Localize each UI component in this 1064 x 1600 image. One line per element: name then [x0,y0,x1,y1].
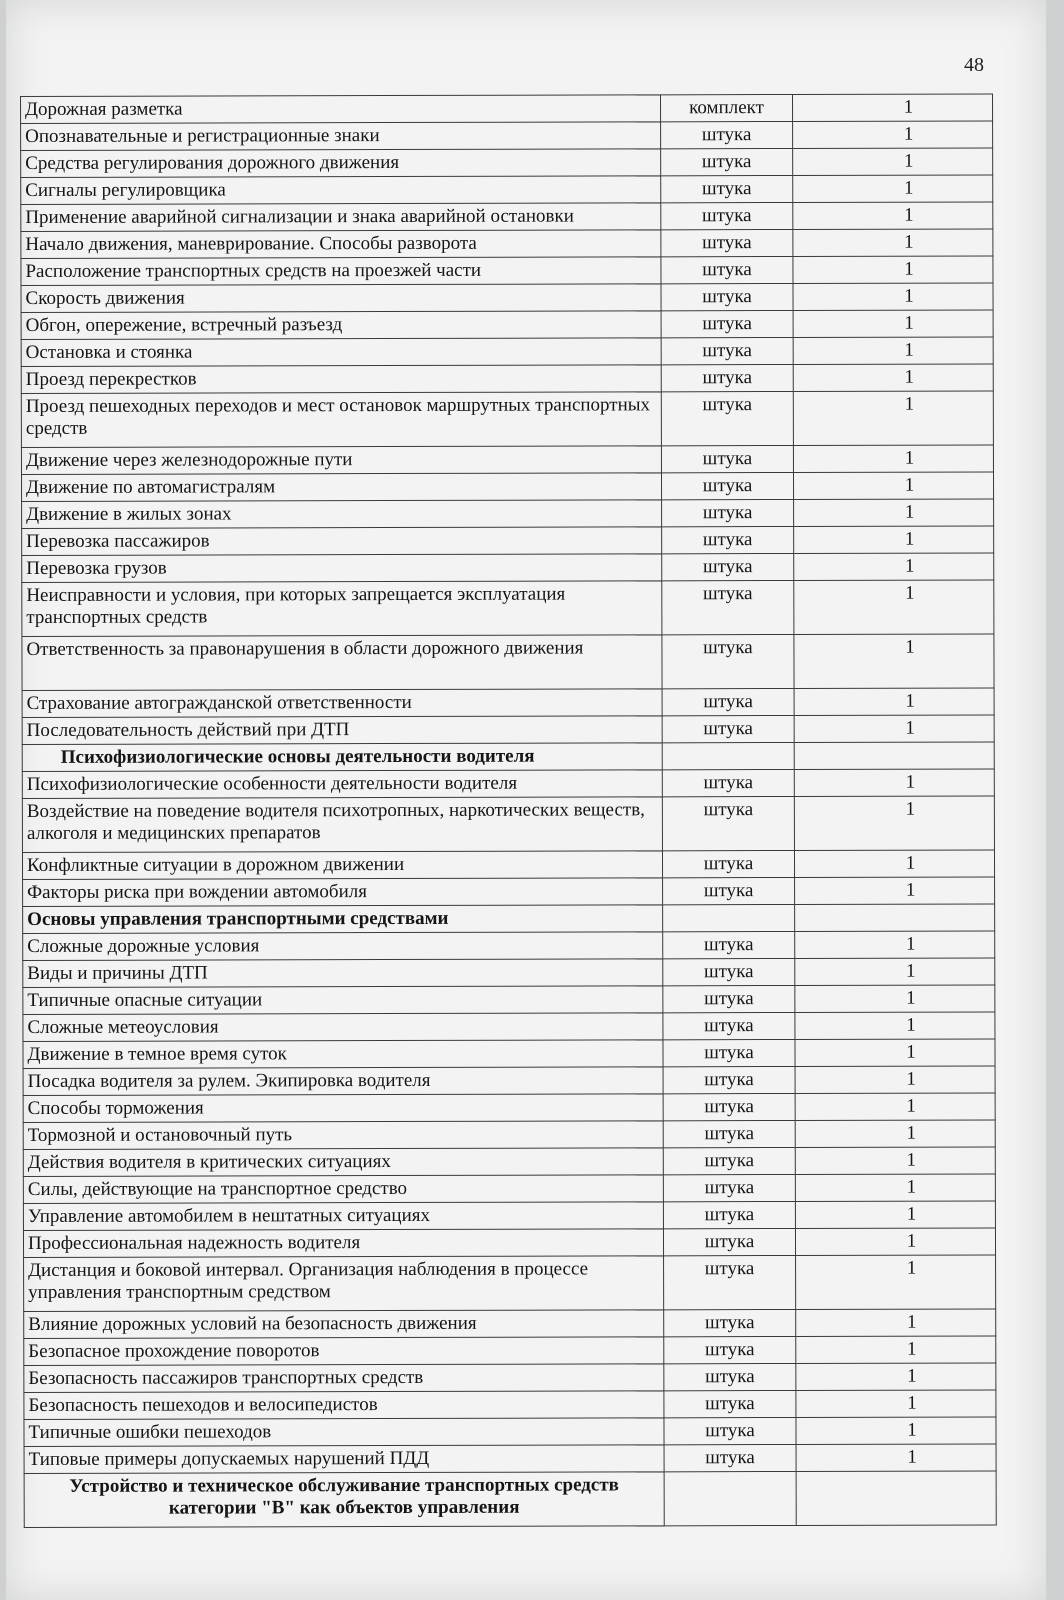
quantity-cell: 1 [796,1336,996,1364]
unit-cell: штука [662,499,794,526]
quantity-cell: 1 [793,121,993,149]
quantity-cell: 1 [793,364,993,392]
quantity-cell: 1 [794,769,994,797]
quantity-cell: 1 [795,1120,995,1148]
item-name-cell: Действия водителя в критических ситуациях [23,1148,663,1177]
table-row [23,1201,995,1231]
quantity-cell: 1 [796,1363,996,1391]
table-row [21,256,993,286]
unit-cell: штука [661,148,793,175]
item-name-cell: Дистанция и боковой интервал. Организация наблюдения в процессе управления транспортным средством [24,1256,664,1312]
table-row [23,1120,995,1150]
item-name-cell: Скорость движения [21,284,661,313]
table-row [24,1417,996,1447]
unit-cell: штука [661,175,793,202]
table-row [22,580,994,637]
quantity-cell: 1 [795,958,995,986]
unit-cell: штука [661,445,793,472]
table-row [22,850,994,880]
item-name-cell: Движение через железнодорожные пути [21,446,661,475]
item-name-cell: Типовые примеры допускаемых нарушений ПДД [24,1445,664,1474]
quantity-cell: 1 [794,580,994,635]
item-name-cell: Движение в темное время суток [23,1040,663,1069]
item-name-cell: Сложные дорожные условия [23,932,663,961]
item-name-cell: Средства регулирования дорожного движения [21,149,661,178]
section-title: Устройство и техническое обслуживание транспортных средств категории "В" как объектов управления [24,1472,664,1528]
quantity-cell: 1 [794,526,994,554]
item-name-cell: Конфликтные ситуации в дорожном движении [22,851,662,880]
empty-cell [663,904,795,931]
item-name-cell: Опознавательные и регистрационные знаки [21,122,661,151]
table-row [21,364,993,394]
item-name-cell: Профессиональная надежность водителя [23,1229,663,1258]
quantity-cell: 1 [793,283,993,311]
item-name-cell: Силы, действующие на транспортное средство [23,1175,663,1204]
unit-cell: штука [664,1309,796,1336]
table-row [21,148,993,178]
quantity-cell: 1 [793,310,993,338]
section-row [22,742,994,772]
unit-cell: штука [661,256,793,283]
item-name-cell: Перевозка пассажиров [22,527,662,556]
quantity-cell: 1 [794,796,994,851]
unit-cell: штука [663,1093,795,1120]
quantity-cell: 1 [793,148,993,176]
item-name-cell: Факторы риска при вождении автомобиля [23,878,663,907]
unit-cell: штука [661,121,793,148]
table-row [21,202,993,232]
table-row [21,121,993,151]
unit-cell: штука [664,1363,796,1390]
quantity-cell: 1 [793,256,993,284]
item-name-cell: Сложные метеоусловия [23,1013,663,1042]
item-name-cell: Ответственность за правонарушения в области дорожного движения [22,635,662,691]
section-row [23,904,995,934]
table-row [23,1147,995,1177]
unit-cell: штука [663,1120,795,1147]
item-name-cell: Применение аварийной сигнализации и знака аварийной остановки [21,203,661,232]
item-name-cell: Посадка водителя за рулем. Экипировка водителя [23,1067,663,1096]
table-row [23,958,995,988]
unit-cell: штука [662,769,794,796]
item-name-cell: Тормозной и остановочный путь [23,1121,663,1150]
unit-cell: штука [664,1255,796,1309]
quantity-cell: 1 [795,1012,995,1040]
equipment-table [20,93,997,1528]
table-row [23,985,995,1015]
item-name-cell: Влияние дорожных условий на безопасность движения [24,1310,664,1339]
table-row [22,526,994,556]
unit-cell: штука [662,796,794,850]
quantity-cell: 1 [795,877,995,905]
table-row [23,1228,995,1258]
table-row [21,94,993,124]
unit-cell: комплект [660,94,792,121]
quantity-cell: 1 [793,175,993,203]
table-row [22,553,994,583]
quantity-cell: 1 [794,688,994,716]
quantity-cell: 1 [795,1228,995,1256]
unit-cell: штука [661,283,793,310]
unit-cell: штука [663,877,795,904]
quantity-cell: 1 [793,337,993,365]
unit-cell: штука [662,526,794,553]
table-row [21,391,993,448]
unit-cell: штука [661,364,793,391]
table-row [21,229,993,259]
unit-cell: штука [664,1444,796,1471]
table-row [23,1039,995,1069]
quantity-cell: 1 [795,931,995,959]
table-row [21,445,993,475]
quantity-cell: 1 [795,1066,995,1094]
table-row [23,1174,995,1204]
table-row [21,472,993,502]
section-title: Основы управления транспортными средствами [23,905,663,934]
table-row [21,175,993,205]
item-name-cell: Типичные опасные ситуации [23,986,663,1015]
item-name-cell: Движение в жилых зонах [22,500,662,529]
section-row [24,1471,996,1528]
quantity-cell: 1 [795,1147,995,1175]
table-row [21,310,993,340]
item-name-cell: Виды и причины ДТП [23,959,663,988]
table-row [23,931,995,961]
table-row [22,688,994,718]
item-name-cell: Типичные ошибки пешеходов [24,1418,664,1447]
empty-cell [664,1471,796,1525]
unit-cell: штука [663,1174,795,1201]
table-row [24,1309,996,1339]
unit-cell: штука [661,229,793,256]
item-name-cell: Остановка и стоянка [21,338,661,367]
unit-cell: штука [664,1390,796,1417]
item-name-cell: Последовательность действий при ДТП [22,716,662,745]
quantity-cell: 1 [793,391,993,446]
table-row [23,1066,995,1096]
equipment-table-body [21,94,997,1528]
table-row [23,877,995,907]
table-row [22,634,994,691]
quantity-cell: 1 [794,634,994,689]
unit-cell: штука [664,1336,796,1363]
item-name-cell: Безопасное прохождение поворотов [24,1337,664,1366]
item-name-cell: Управление автомобилем в нештатных ситуациях [23,1202,663,1231]
item-name-cell: Начало движения, маневрирование. Способы разворота [21,230,661,259]
quantity-cell: 1 [792,94,992,122]
item-name-cell: Страхование автогражданской ответственности [22,689,662,718]
table-row [21,283,993,313]
empty-cell [794,742,994,770]
item-name-cell: Неисправности и условия, при которых запрещается эксплуатация транспортных средств [22,581,662,637]
unit-cell: штука [663,1012,795,1039]
quantity-cell: 1 [795,1039,995,1067]
unit-cell: штука [662,634,794,688]
table-row [22,769,994,799]
unit-cell: штука [663,1039,795,1066]
unit-cell: штука [662,553,794,580]
item-name-cell: Перевозка грузов [22,554,662,583]
table-row [23,1012,995,1042]
quantity-cell: 1 [795,985,995,1013]
item-name-cell: Безопасность пассажиров транспортных средств [24,1364,664,1393]
page-number: 48 [964,54,984,76]
table-row [24,1444,996,1474]
unit-cell: штука [661,472,793,499]
unit-cell: штука [663,985,795,1012]
quantity-cell: 1 [794,715,994,743]
unit-cell: штука [662,580,794,634]
item-name-cell: Безопасность пешеходов и велосипедистов [24,1391,664,1420]
item-name-cell: Психофизиологические особенности деятельности водителя [22,770,662,799]
unit-cell: штука [663,1147,795,1174]
section-title: Психофизиологические основы деятельности водителя [22,743,662,772]
table-row [22,499,994,529]
unit-cell: штука [661,310,793,337]
item-name-cell: Сигналы регулировщика [21,176,661,205]
unit-cell: штука [663,1228,795,1255]
quantity-cell: 1 [793,445,993,473]
item-name-cell: Движение по автомагистралям [21,473,661,502]
unit-cell: штука [664,1417,796,1444]
table-row [23,1093,995,1123]
item-name-cell: Расположение транспортных средств на проезжей части [21,257,661,286]
unit-cell: штука [661,391,793,445]
unit-cell: штука [663,931,795,958]
quantity-cell: 1 [796,1417,996,1445]
empty-cell [795,904,995,932]
quantity-cell: 1 [793,472,993,500]
unit-cell: штука [661,202,793,229]
quantity-cell: 1 [794,499,994,527]
item-name-cell: Воздействие на поведение водителя психотропных, наркотических веществ, алкоголя и медицинских препаратов [22,797,662,853]
quantity-cell: 1 [793,229,993,257]
unit-cell: штука [662,850,794,877]
quantity-cell: 1 [794,553,994,581]
quantity-cell: 1 [796,1309,996,1337]
empty-cell [796,1471,996,1526]
quantity-cell: 1 [795,1201,995,1229]
table-row [24,1363,996,1393]
table-row [24,1255,996,1312]
unit-cell: штука [662,688,794,715]
document-page [6,0,1046,1600]
quantity-cell: 1 [796,1444,996,1472]
unit-cell: штука [663,1201,795,1228]
unit-cell: штука [663,958,795,985]
unit-cell: штука [663,1066,795,1093]
empty-cell [662,742,794,769]
unit-cell: штука [662,715,794,742]
quantity-cell: 1 [795,1174,995,1202]
quantity-cell: 1 [796,1255,996,1310]
quantity-cell: 1 [795,1093,995,1121]
table-row [22,796,994,853]
item-name-cell: Проезд перекрестков [21,365,661,394]
quantity-cell: 1 [796,1390,996,1418]
table-row [24,1390,996,1420]
item-name-cell: Проезд пешеходных переходов и мест остановок маршрутных транспортных средств [21,392,661,448]
quantity-cell: 1 [793,202,993,230]
table-row [22,715,994,745]
table-row [21,337,993,367]
table-row [24,1336,996,1366]
unit-cell: штука [661,337,793,364]
item-name-cell: Способы торможения [23,1094,663,1123]
item-name-cell: Обгон, опережение, встречный разъезд [21,311,661,340]
item-name-cell: Дорожная разметка [21,95,661,124]
quantity-cell: 1 [794,850,994,878]
